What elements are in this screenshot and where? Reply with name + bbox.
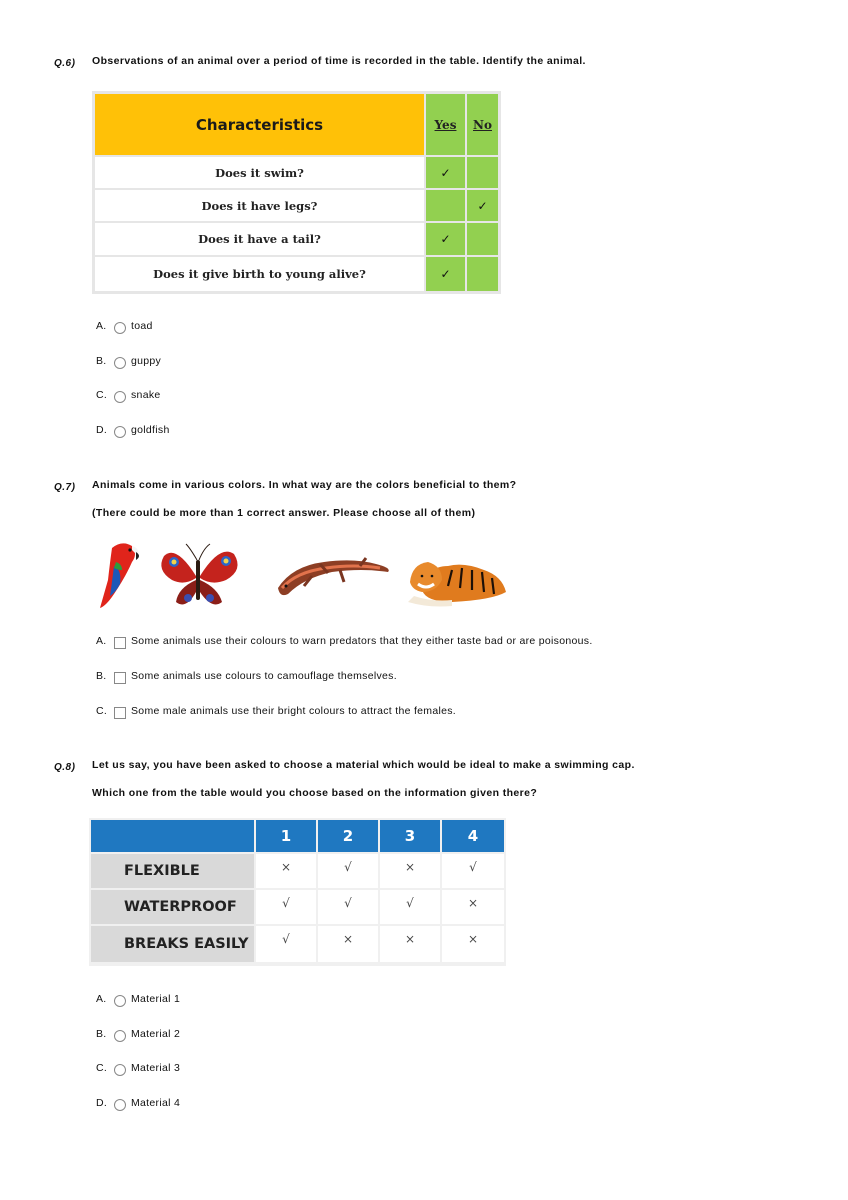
no-mark: ✓ (467, 190, 498, 221)
option-a[interactable] (96, 991, 180, 1007)
cell-mark: × (380, 854, 440, 888)
option-letter: C. (96, 1062, 108, 1074)
option-letter: B. (96, 355, 107, 367)
option-letter: D. (96, 1097, 108, 1109)
option-label: Some male animals use their bright colours to attract the females. (131, 705, 457, 717)
table-header-characteristics: Characteristics (95, 94, 424, 155)
question-number: Q.7) (54, 482, 76, 493)
option-letter: C. (96, 389, 108, 401)
option-b[interactable] (96, 353, 161, 369)
radio-button[interactable] (114, 357, 126, 369)
checkbox[interactable] (114, 707, 126, 719)
option-letter: D. (96, 424, 108, 436)
radio-button[interactable] (114, 391, 126, 403)
no-mark (467, 257, 498, 291)
salamander-illustration (278, 558, 389, 595)
option-label: snake (131, 389, 161, 401)
cell-mark: √ (256, 890, 316, 924)
question-number: Q.6) (54, 58, 76, 69)
question-text: Observations of an animal over a period of time is recorded in the table. Identify the animal. (92, 55, 586, 67)
radio-button[interactable] (114, 1064, 126, 1076)
tiger-illustration (408, 562, 506, 607)
row-label: FLEXIBLE (91, 854, 254, 888)
table-row-question: Does it give birth to young alive? (95, 257, 424, 291)
option-letter: B. (96, 1028, 107, 1040)
column-header: 2 (318, 820, 378, 852)
option-label: Some animals use colours to camouflage themselves. (131, 670, 397, 682)
cell-mark: × (318, 926, 378, 962)
option-d[interactable] (96, 422, 170, 438)
option-letter: A. (96, 635, 107, 647)
cell-mark: √ (380, 890, 440, 924)
table-header-no: No (467, 94, 498, 155)
parrot-illustration (100, 543, 139, 608)
question-text: Let us say, you have been asked to choose a material which would be ideal to make a swimming cap. (92, 759, 635, 771)
question-subtext: (There could be more than 1 correct answer. Please choose all of them) (92, 507, 476, 519)
cell-mark: × (442, 926, 504, 962)
option-label: Some animals use their colours to warn predators that they either taste bad or are poisonous. (131, 635, 593, 647)
option-b[interactable] (96, 1026, 180, 1042)
cell-mark: √ (318, 890, 378, 924)
cell-mark: √ (256, 926, 316, 962)
option-label: toad (131, 320, 153, 332)
option-c[interactable] (96, 703, 456, 719)
checkbox[interactable] (114, 637, 126, 649)
no-mark (467, 157, 498, 188)
butterfly-illustration (161, 544, 237, 604)
option-b[interactable] (96, 668, 397, 684)
option-label: Material 1 (131, 993, 181, 1005)
option-letter: A. (96, 320, 107, 332)
yes-mark: ✓ (426, 257, 465, 291)
question-number: Q.8) (54, 762, 76, 773)
option-letter: C. (96, 705, 108, 717)
cell-mark: × (256, 854, 316, 888)
column-header: 1 (256, 820, 316, 852)
option-label: Material 2 (131, 1028, 181, 1040)
table-row-question: Does it have legs? (95, 190, 424, 221)
option-d[interactable] (96, 1095, 180, 1111)
yes-mark: ✓ (426, 223, 465, 255)
table-corner (91, 820, 254, 852)
question-text: Animals come in various colors. In what way are the colors beneficial to them? (92, 479, 517, 491)
cell-mark: √ (318, 854, 378, 888)
option-c[interactable] (96, 1060, 180, 1076)
row-label: WATERPROOF (91, 890, 254, 924)
option-a[interactable] (96, 633, 593, 649)
question-subtext: Which one from the table would you choose based on the information given there? (92, 787, 538, 799)
radio-button[interactable] (114, 995, 126, 1007)
characteristics-table (92, 91, 501, 294)
yes-mark (426, 190, 465, 221)
option-c[interactable] (96, 387, 161, 403)
option-label: Material 3 (131, 1062, 181, 1074)
option-label: Material 4 (131, 1097, 181, 1109)
option-label: guppy (131, 355, 162, 367)
cell-mark: √ (442, 854, 504, 888)
option-letter: B. (96, 670, 107, 682)
table-row-question: Does it swim? (95, 157, 424, 188)
radio-button[interactable] (114, 426, 126, 438)
table-header-yes: Yes (426, 94, 465, 155)
cell-mark: × (380, 926, 440, 962)
no-mark (467, 223, 498, 255)
option-label: goldfish (131, 424, 170, 436)
yes-mark: ✓ (426, 157, 465, 188)
option-a[interactable] (96, 318, 153, 334)
row-label: BREAKS EASILY (91, 926, 254, 962)
radio-button[interactable] (114, 322, 126, 334)
materials-table (89, 818, 506, 966)
animals-image (92, 536, 510, 618)
cell-mark: × (442, 890, 504, 924)
option-letter: A. (96, 993, 107, 1005)
radio-button[interactable] (114, 1099, 126, 1111)
checkbox[interactable] (114, 672, 126, 684)
radio-button[interactable] (114, 1030, 126, 1042)
column-header: 3 (380, 820, 440, 852)
column-header: 4 (442, 820, 504, 852)
table-row-question: Does it have a tail? (95, 223, 424, 255)
